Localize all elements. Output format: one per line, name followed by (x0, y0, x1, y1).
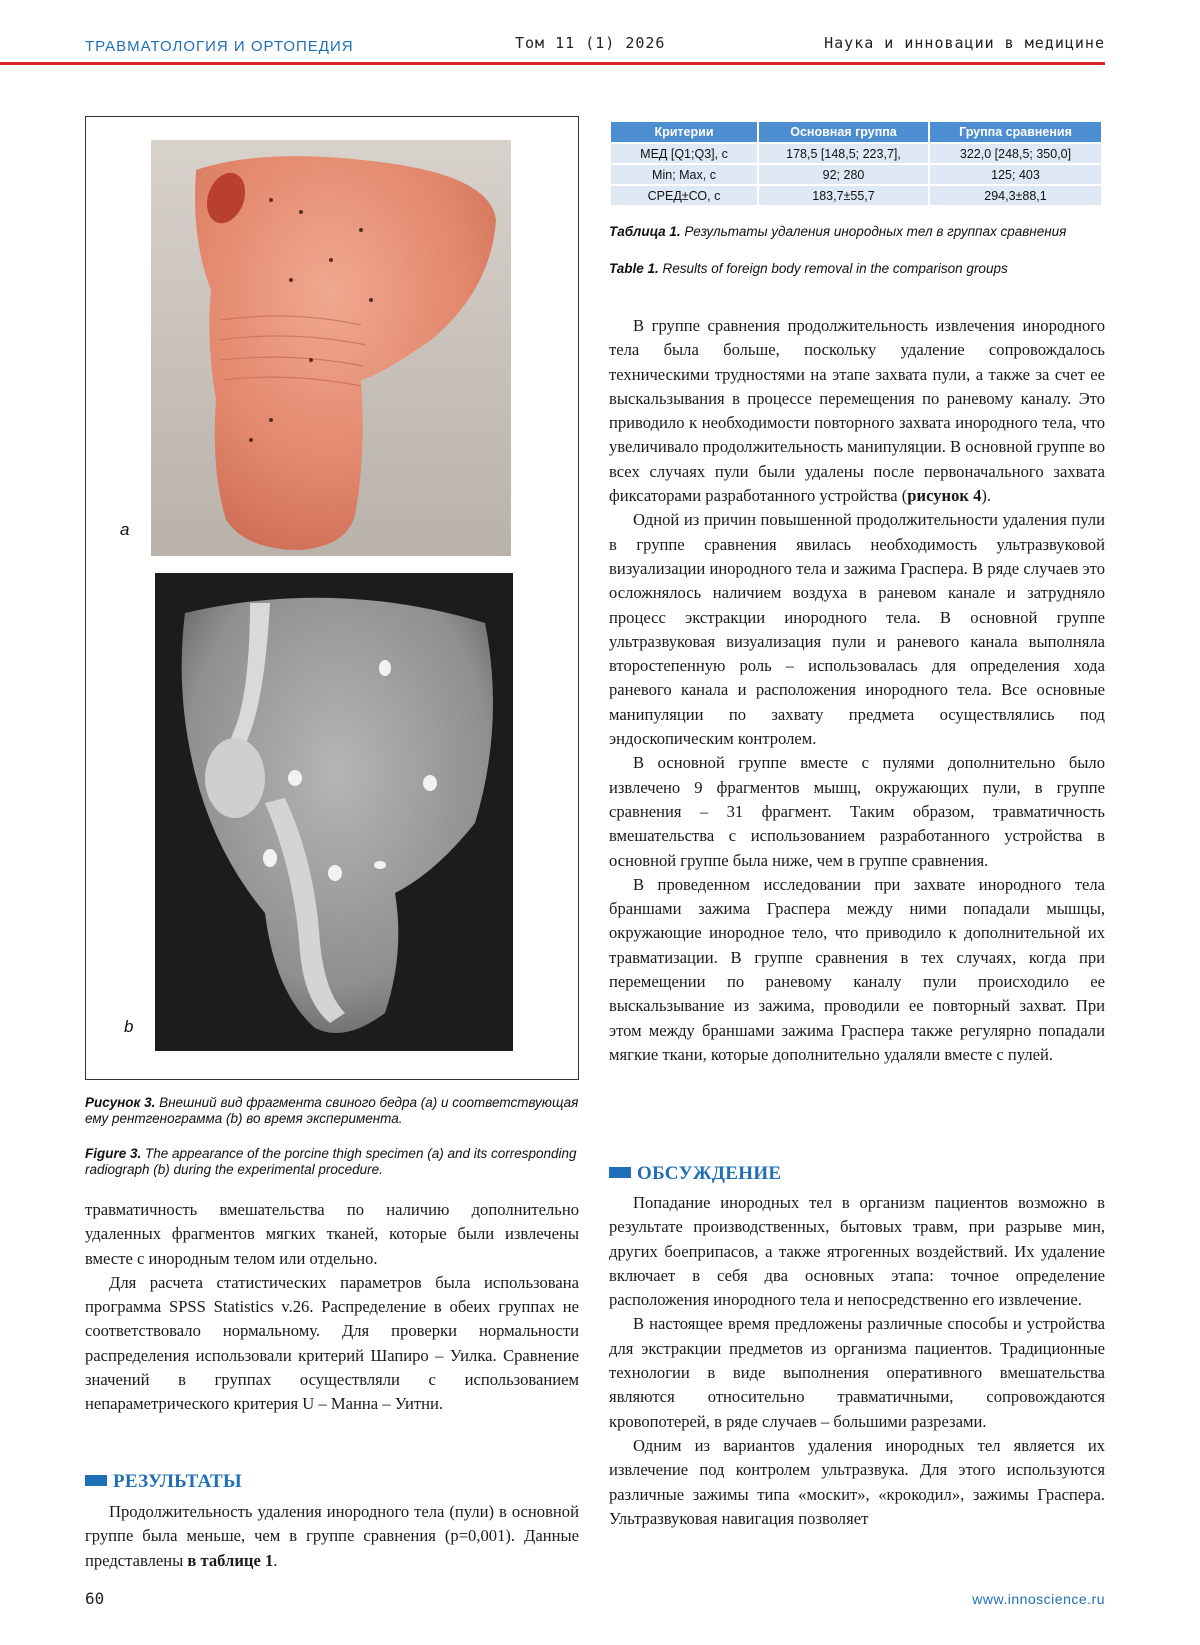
results-heading (85, 1471, 242, 1493)
header-rule (0, 62, 1105, 65)
table-header-cell: Группа сравнения (930, 122, 1101, 142)
table-caption-en-label: Table 1. (609, 261, 659, 276)
figure-caption-en (85, 1146, 579, 1178)
body-paragraph: травматичность вмешательства по наличию дополнительно удаленных фрагментов мягких тканей, которые были извлечены вместе с инородным телом или отдельно. (85, 1200, 579, 1268)
heading-marker (609, 1167, 631, 1178)
figure-panel-b-label: b (124, 1017, 134, 1036)
left-column-results (85, 1500, 579, 1573)
table-caption-en (609, 261, 1109, 277)
page-number: 60 (85, 1589, 105, 1608)
body-paragraph: Попадание инородных тел в организм пациентов возможно в результате производственных, бытовых травм, при разрыве мин, других боеприпасов, а также ятрогенных воздействий. Их удаление включает в себя два основных этапа: точное определение расположения инородного тела и непосредственно его извлечение. (609, 1193, 1105, 1310)
header-section: ТРАВМАТОЛОГИЯ И ОРТОПЕДИЯ (85, 38, 354, 55)
figure-caption-ru-text: Внешний вид фрагмента свиного бедра (a) и соответствующая ему рентгенограмма (b) во время эксперимента. (85, 1095, 579, 1126)
body-paragraph (609, 314, 1105, 508)
body-paragraph (85, 1500, 579, 1573)
figure-caption-en-text: The appearance of the porcine thigh specimen (a) and its corresponding radiograph (b) during the experimental procedure. (85, 1146, 577, 1177)
table-cell: 178,5 [148,5; 223,7], (759, 144, 928, 163)
header-volume: Том 11 (1) 2026 (515, 34, 666, 52)
figure-3a-photo (151, 140, 511, 556)
table-cell: 294,3±88,1 (930, 186, 1101, 205)
body-paragraph: Одним из вариантов удаления инородных тел является их извлечение под контролем ультразвука. Для этого используются различные зажимы типа «москит», «крокодил», зажимы Граспера. Ультразвуковая навигация позволяет (609, 1435, 1105, 1528)
table-cell: 92; 280 (759, 165, 928, 184)
table-reference: в таблице 1 (187, 1550, 274, 1570)
right-column-top (609, 314, 1105, 1067)
table-caption-ru-label: Таблица 1. (609, 224, 681, 239)
table-cell: 322,0 [248,5; 350,0] (930, 144, 1101, 163)
table-caption-ru (609, 224, 1109, 240)
results-text-end: . (273, 1550, 278, 1570)
left-column-top (85, 1198, 579, 1417)
table-cell: СРЕД±СО, с (611, 186, 757, 205)
table-row (611, 186, 1101, 205)
heading-marker (85, 1475, 107, 1486)
body-paragraph: В основной группе вместе с пулями дополнительно было извлечено 9 фрагментов мышц, окружающих пули, в группе сравнения – 31 фрагмент. Таким образом, травматичность вмешательства с использованием разработанного устройства в основной группе была ниже, чем в группе сравнения. (609, 753, 1105, 870)
figure-caption-ru (85, 1095, 579, 1127)
body-paragraph: Одной из причин повышенной продолжительности удаления пули в группе сравнения явилась необходимость ультразвуковой визуализации инородного тела и зажима Граспера. В ряде случаев это осложнялось наличием воздуха в раневом канале и затрудняло процесс экстракции инородного тела. В основной группе ультразвуковая визуализация пули и раневого канала выполняла второстепенную роль – использовалась для определения хода раневого канала и расположения инородного тела. Все основные манипуляции по захвату предмета осуществлялись под эндоскопическим контролем. (609, 510, 1105, 749)
body-paragraph: Для расчета статистических параметров была использована программа SPSS Statistics v.26. Распределение в обеих группах не соответствовало нормальному. Для проверки нормальности распределения использовали критерий Шапиро – Уилка. Сравнение значений в группах осуществляли с использованием непараметрического критерия U – Манна – Уитни. (85, 1272, 579, 1414)
table-caption-en-text: Results of foreign body removal in the comparison groups (658, 261, 1008, 276)
discussion-heading-text: ОБСУЖДЕНИЕ (637, 1163, 782, 1184)
table-row (611, 165, 1101, 184)
figure-caption-en-label: Figure 3. (85, 1146, 142, 1161)
results-text: Продолжительность удаления инородного тела (пули) в основной группе была меньше, чем в группе сравнения (p=0,001). Данные представлены (85, 1502, 579, 1570)
figure-panel-a-label: a (120, 520, 130, 539)
table-caption-ru-text: Результаты удаления инородных тел в группах сравнения (680, 224, 1067, 239)
table-header-cell: Критерии (611, 122, 757, 142)
discussion-heading (609, 1163, 781, 1185)
table-row (611, 144, 1101, 163)
body-text-end: ). (981, 486, 992, 506)
body-paragraph: В проведенном исследовании при захвате инородного тела браншами зажима Граспера между ними попадали мышцы, окружающие инородное тело, что приводило к дополнительной их травматизации. В группе сравнения в тех случаях, когда при перемещении по раневому каналу пули происходило ее выскальзывание из зажима, проводили ее повторный захват. При этом между браншами зажима Граспера также регулярно попадали мягкие ткани, которые дополнительно удаляли вместе с пулей. (609, 874, 1105, 1064)
body-text: В группе сравнения продолжительность извлечения инородного тела была больше, поскольку удаление сопровождалось техническими трудностями на этапе захвата пули, а также за счет ее выскальзывания в процессе перемещения по раневому каналу. Это приводило к необходимости повторного захвата инородного тела, что увеличивало продолжительность манипуляции. В основной группе во всех случаях пули были удалены после первоначального захвата фиксаторами разработанного устройства ( (609, 316, 1105, 506)
running-header (0, 32, 1200, 62)
table-header-row (611, 122, 1101, 142)
results-table (609, 120, 1103, 207)
table-header-cell: Основная группа (759, 122, 928, 142)
table-cell: 125; 403 (930, 165, 1101, 184)
figure-reference: рисунок 4 (907, 486, 982, 506)
table-cell: 183,7±55,7 (759, 186, 928, 205)
figure-3b-radiograph (155, 573, 513, 1051)
header-journal: Наука и инновации в медицине (824, 34, 1105, 52)
figure-caption-ru-label: Рисунок 3. (85, 1095, 156, 1110)
table-cell: МЕД [Q1;Q3], с (611, 144, 757, 163)
table-cell: Min; Max, с (611, 165, 757, 184)
body-paragraph: В настоящее время предложены различные способы и устройства для экстракции предметов из организма пациентов. Традиционные технологии в виде выполнения оперативного вмешательства являются относительно травматичными, сопровождаются кровопотерей, в ряде случаев – большими разрезами. (609, 1314, 1105, 1431)
right-column-discussion (609, 1191, 1105, 1531)
journal-url-link[interactable]: www.innoscience.ru (972, 1591, 1105, 1607)
results-heading-text: РЕЗУЛЬТАТЫ (113, 1471, 242, 1492)
